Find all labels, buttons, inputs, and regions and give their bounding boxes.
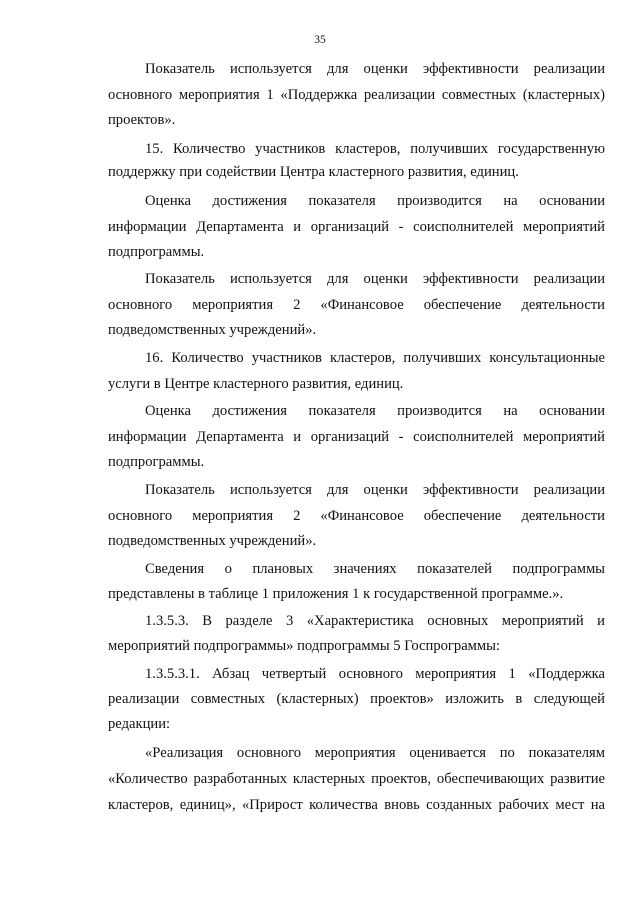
- text-line: представлены в таблице 1 приложения 1 к государственной программе.».: [108, 586, 564, 602]
- text-line: основного мероприятия 2 «Финансовое обеспечение деятельности: [108, 508, 605, 524]
- page-number: 35: [314, 34, 326, 46]
- text-line: «Реализация основного мероприятия оценивается по показателям: [145, 745, 605, 761]
- text-line: Оценка достижения показателя производится на основании: [145, 403, 605, 419]
- text-line: редакции:: [108, 716, 171, 732]
- text-line: основного мероприятия 1 «Поддержка реализации совместных (кластерных): [108, 87, 605, 103]
- text-line: 1.3.5.3.1. Абзац четвертый основного мероприятия 1 «Поддержка: [145, 666, 605, 682]
- text-line: Сведения о плановых значениях показателей подпрограммы: [145, 561, 605, 577]
- text-line: мероприятий подпрограммы» подпрограммы 5 Госпрограммы:: [108, 638, 501, 654]
- text-line: 15. Количество участников кластеров, получивших государственную: [145, 141, 605, 157]
- text-line: основного мероприятия 2 «Финансовое обеспечение деятельности: [108, 297, 605, 313]
- text-line: 1.3.5.3. В разделе 3 «Характеристика основных мероприятий и: [145, 613, 605, 629]
- text-line: Показатель используется для оценки эффективности реализации: [145, 61, 605, 77]
- text-line: подведомственных учреждений».: [108, 533, 317, 549]
- text-line: Показатель используется для оценки эффективности реализации: [145, 482, 605, 498]
- text-line: проектов».: [108, 112, 176, 128]
- text-line: подпрограммы.: [108, 244, 205, 260]
- text-line: Показатель используется для оценки эффективности реализации: [145, 271, 605, 287]
- text-line: услуги в Центре кластерного развития, единиц.: [108, 376, 404, 392]
- text-line: подпрограммы.: [108, 454, 205, 470]
- text-line: информации Департамента и организаций - соисполнителей мероприятий: [108, 219, 605, 235]
- text-line: Оценка достижения показателя производится на основании: [145, 193, 605, 209]
- text-line: поддержку при содействии Центра кластерного развития, единиц.: [108, 164, 519, 180]
- text-line: подведомственных учреждений».: [108, 322, 317, 338]
- text-line: 16. Количество участников кластеров, получивших консультационные: [145, 350, 605, 366]
- text-line: «Количество разработанных кластерных проектов, обеспечивающих развитие: [108, 771, 605, 787]
- text-line: информации Департамента и организаций - соисполнителей мероприятий: [108, 429, 605, 445]
- text-line: кластеров, единиц», «Прирост количества вновь созданных рабочих мест на: [108, 797, 605, 813]
- text-line: реализации совместных (кластерных) проектов» изложить в следующей: [108, 691, 605, 707]
